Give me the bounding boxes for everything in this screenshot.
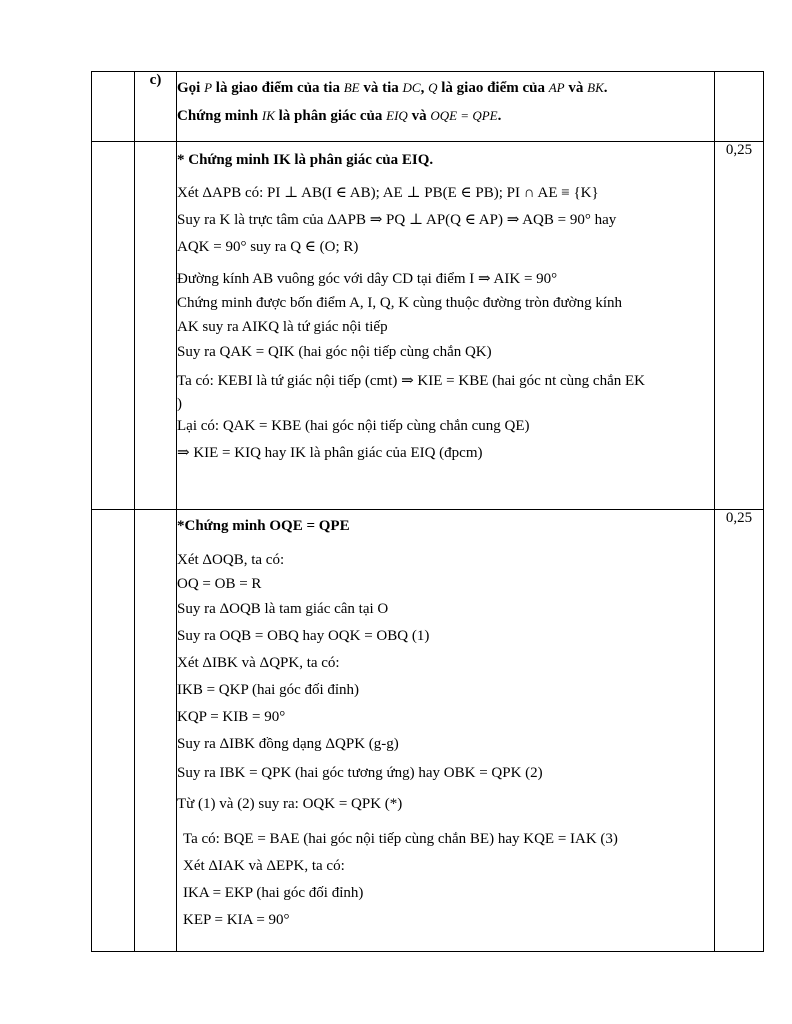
section1-line: Đường kính AB vuông góc với dây CD tại điểm I ⇒ AIK = 90°	[177, 271, 558, 287]
empty-cell	[92, 142, 135, 510]
empty-cell	[715, 72, 764, 142]
section2-line: KQP = KIB = 90°	[177, 709, 286, 725]
section2-line: Suy ra OQB = OBQ hay OQK = OBQ (1)	[177, 628, 430, 644]
section2-line: Suy ra ΔOQB là tam giác cân tại O	[177, 601, 389, 617]
section2-content	[177, 510, 715, 952]
section1-line: Suy ra QAK = QIK (hai góc nội tiếp cùng chắn QK)	[177, 344, 492, 360]
section1-points: 0,25	[715, 142, 764, 510]
section1-line: AK suy ra AIKQ là tứ giác nội tiếp	[177, 319, 388, 335]
section2-line: Từ (1) và (2) suy ra: OQK = QPK (*)	[177, 796, 403, 812]
section2-line: KEP = KIA = 90°	[183, 912, 290, 928]
section1-line: Xét ΔAPB có: PI ⊥ AB(I ∈ AB); AE ⊥ PB(E ∈ PB); PI ∩ AE ≡ {K}	[177, 185, 599, 201]
problem-line-2: Chứng minh IK là phân giác của EIQ và OQE = QPE.	[177, 108, 502, 124]
section2-line: IKB = QKP (hai góc đối đỉnh)	[177, 682, 360, 698]
solution-table	[91, 71, 764, 952]
section1-row	[92, 142, 764, 510]
section2-line: Suy ra ΔIBK đồng dạng ΔQPK (g-g)	[177, 736, 399, 752]
section2-line: Suy ra IBK = QPK (hai góc tương ứng) hay OBK = QPK (2)	[177, 765, 543, 781]
section1-line: Chứng minh được bốn điểm A, I, Q, K cùng thuộc đường tròn đường kính	[177, 295, 623, 311]
section1-line: AQK = 90° suy ra Q ∈ (O; R)	[177, 239, 359, 255]
section1-line: Ta có: KEBI là tứ giác nội tiếp (cmt) ⇒ KIE = KBE (hai góc nt cùng chắn EK	[177, 373, 645, 389]
section2-line: Ta có: BQE = BAE (hai góc nội tiếp cùng chắn BE) hay KQE = IAK (3)	[183, 831, 618, 847]
section1-content	[177, 142, 715, 510]
section1-line: ⇒ KIE = KIQ hay IK là phân giác của EIQ (đpcm)	[177, 445, 483, 461]
empty-cell	[135, 142, 177, 510]
problem-line-1: Gọi P là giao điểm của tia BE và tia DC, Q là giao điểm của AP và BK.	[177, 80, 608, 96]
section2-line: Xét ΔOQB, ta có:	[177, 552, 285, 568]
section2-heading: *Chứng minh OQE = QPE	[177, 518, 350, 534]
part-label: c)	[135, 72, 177, 142]
section1-line: )	[177, 396, 182, 412]
empty-cell	[135, 510, 177, 952]
section1-line: Suy ra K là trực tâm của ΔAPB ⇒ PQ ⊥ AP(Q ∈ AP) ⇒ AQB = 90° hay	[177, 212, 617, 228]
section2-row	[92, 510, 764, 952]
empty-cell	[92, 72, 135, 142]
section2-line: OQ = OB = R	[177, 576, 262, 592]
section2-line: Xét ΔIBK và ΔQPK, ta có:	[177, 655, 340, 671]
section2-line: Xét ΔIAK và ΔEPK, ta có:	[183, 858, 345, 874]
problem-statement	[177, 72, 715, 142]
empty-cell	[92, 510, 135, 952]
section1-line: Lại có: QAK = KBE (hai góc nội tiếp cùng chắn cung QE)	[177, 418, 530, 434]
problem-row	[92, 72, 764, 142]
section1-heading: * Chứng minh IK là phân giác của EIQ.	[177, 152, 434, 168]
section2-line: IKA = EKP (hai góc đối đỉnh)	[183, 885, 364, 901]
section2-points: 0,25	[715, 510, 764, 952]
